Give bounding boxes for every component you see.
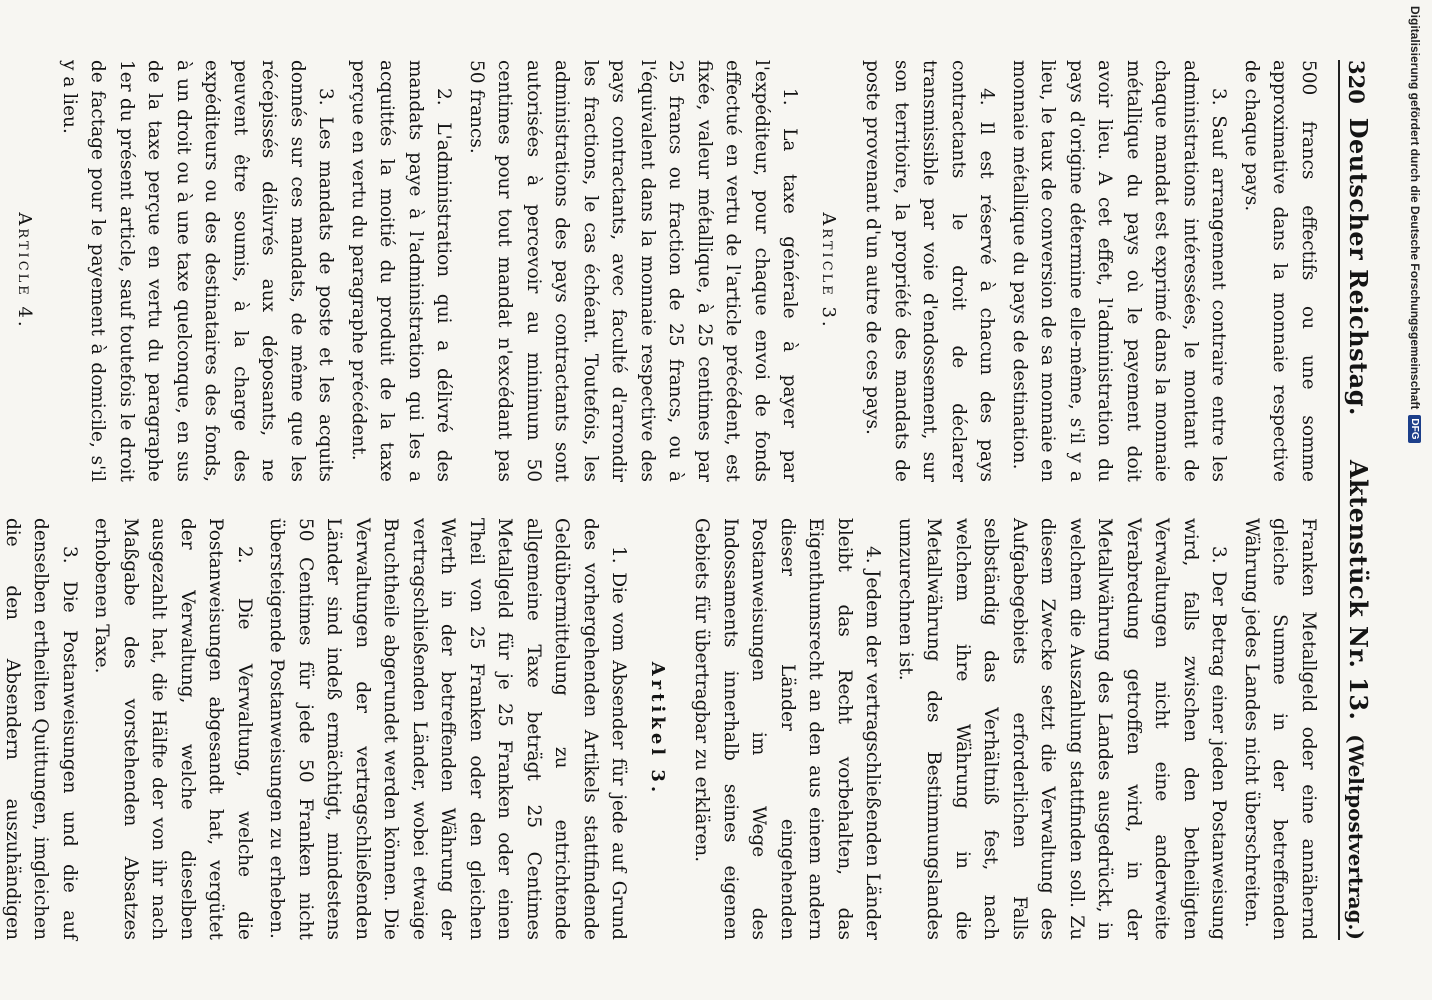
german-paragraph: 3. Der Betrag einer jeden Postanweisung wird, falls zwischen den betheiligten Verwaltungen nicht eine anderweite Verabredung getroffen wird, in der Metallwährung des Landes ausgedrückt, in welchem die Auszahlung stattfinden soll. Zu diesem Zwecke setzt die Verwaltung des Aufgabegebiets erforderlichen Falls selbständig das Verhältniß fest, nach welchem ihre Währung in die Metallwährung des Bestimmungslandes umzurechnen ist. [895, 518, 1230, 940]
german-paragraph: 3. Die Postanweisungen und die auf denselben ertheilten Quittungen, imgleichen die den Absendern auszuhändigen [2, 518, 80, 940]
french-paragraph: 2. L'administration qui a délivré des mandats paye à l'administration qui les a acquittés la moitié du produit de la taxe perçue en vertu du paragraphe précédent. [348, 60, 455, 482]
french-paragraph: 4. Il est réservé à chacun des pays contractants le droit de déclarer transmissible par voie d'endossement, sur son territoire, la propriété des mandats de poste provenant d'un autre de ces pays. [862, 60, 998, 482]
german-paragraph: 2. Die Verwaltung, welche die Postanweisungen abgesandt hat, vergütet der Verwaltung, welche dieselben ausgezahlt hat, die Hälfte der von ihr nach Maßgabe des vorstehenden Absatzes erhobenen Taxe. [91, 518, 255, 940]
german-paragraph: 4. Jedem der vertragschließenden Länder bleibt das Recht vorbehalten, das Eigenthumsrecht an den aus einem andern dieser Länder eingehenden Postanweisungen im Wege des Indossaments innerhalb seines eigenen Gebiets für übertragbar zu erklären. [691, 518, 884, 940]
german-heading: Artikel 3. [647, 661, 668, 797]
running-head-tail: (Weltpostvertrag.) [1344, 734, 1368, 940]
page-header [1338, 60, 1384, 940]
french-paragraph: 3. Les mandats de poste et les acquits donnés sur ces mandats, de même que les récépissés délivrés aux déposants, ne peuvent être soumis, à la charge des expéditeurs ou des destinataires des fonds, à un droit ou à une taxe quelconque, en sus de la taxe perçue en vertu du paragraphe 1er du présent article, sauf toutefois le droit de factage pour le payement à domicile, s'il y a lieu. [59, 60, 337, 482]
running-head [1344, 118, 1373, 721]
dfg-logo-icon: DFG [1409, 415, 1422, 442]
running-head-right: Aktenstück Nr. 13. [1344, 459, 1373, 721]
german-column [2, 518, 1322, 940]
german-paragraph: 1. Die vom Absender für jede auf Grund des vorhergehenden Artikels stattfindende Geldübermittelung zu entrichtende allgemeine Taxe beträgt 25 Centimes Metallgeld für je 25 Franken oder einen Theil von 25 Franken oder den gleichen Werth in der betreffenden Währung der vertragschließenden Länder, wobei etwaige Bruchtheile abgerundet werden können. Die Verwaltungen der vertragschließenden Länder sind indeß ermächtigt, mindestens 50 Centimes für jede 50 Franken nicht übersteigende Postanweisungen zu erheben. [266, 518, 630, 940]
french-paragraph: 1. La taxe générale à payer par l'expéditeur, pour chaque envoi de fonds effectué en vertu de l'article précédent, est fixée, valeur métallique, à 25 centimes par 25 francs ou fraction de 25 francs, ou à l'équivalent dans la monnaie respective des pays contractants, avec faculté d'arrondir les fractions, le cas échéant. Toutefois, les administrations des pays contractants sont autorisées à percevoir au minimum 50 centimes pour tout mandat n'excédant pas 50 francs. [466, 60, 801, 482]
french-paragraph: 3. Sauf arrangement contraire entre les administrations intéressées, le montant de chaque mandat est exprimé dans la monnaie métallique du pays où le payement doit avoir lieu. A cet effet, l'administration du pays d'origine détermine elle-même, s'il y a lieu, le taux de conversion de sa monnaie en monnaie métallique du pays de destination. [1009, 60, 1230, 482]
german-paragraph: Franken Metallgeld oder eine annähernd gleiche Summe in der betreffenden Währung jedes Landes nicht überschreiten. [1241, 518, 1319, 940]
text-columns [2, 60, 1322, 940]
french-column [14, 60, 1322, 482]
french-paragraph: 500 francs effectifs ou une somme approximative dans la monnaie respective de chaque pays. [1241, 60, 1319, 482]
page-number: 320 [1344, 60, 1369, 104]
french-heading: Article 3. [818, 212, 839, 330]
digitization-strip [1403, 0, 1427, 1000]
digitization-note: Digitalisierung gefördert durch die Deutsche Forschungsgemeinschaft [1408, 6, 1422, 410]
running-head-left: Deutscher Reichstag. [1344, 117, 1373, 416]
french-heading: Article 4. [14, 212, 36, 330]
